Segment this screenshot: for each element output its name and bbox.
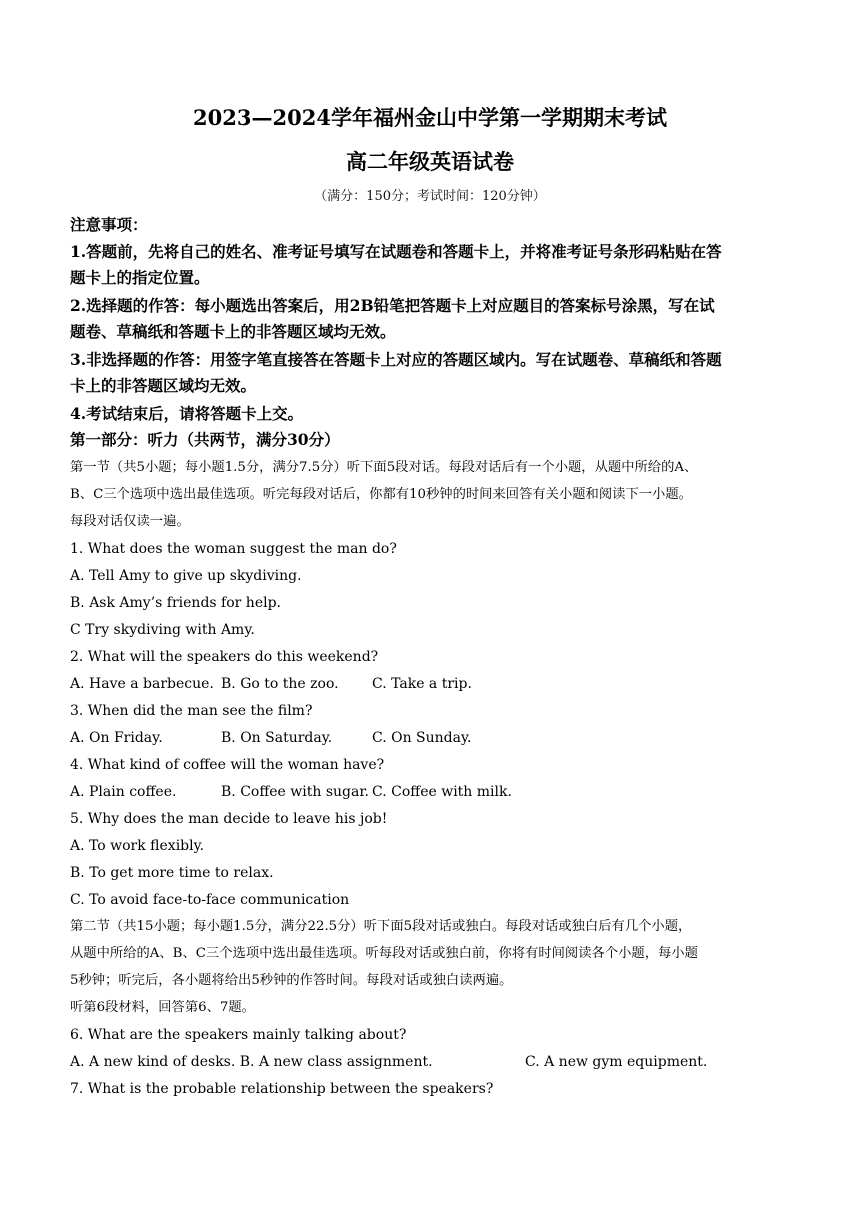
question-4-option-b: B. Coffee with sugar.	[221, 784, 369, 800]
question-2-option-b: B. Go to the zoo.	[221, 676, 339, 692]
section1-instruction: 每段对话仅读一遍。	[70, 514, 190, 529]
question-5-option-b: B. To get more time to relax.	[70, 865, 274, 881]
notice-line: 题卡上的指定位置。	[70, 268, 210, 287]
question-3-option-a: A. On Friday.	[70, 730, 163, 746]
question-3-option-c: C. On Sunday.	[372, 730, 472, 746]
question-4: 4. What kind of coffee will the woman have?	[70, 757, 385, 773]
question-5-option-a: A. To work flexibly.	[70, 838, 205, 854]
notice-line: 3.非选择题的作答：用签字笔直接答在答题卡上对应的答题区域内。写在试题卷、草稿纸和答题	[70, 350, 722, 369]
question-2: 2. What will the speakers do this weekend?	[70, 649, 379, 665]
notice-line: 2.选择题的作答：每小题选出答案后，用2B铅笔把答题卡上对应题目的答案标号涂黑，写在试	[70, 296, 715, 315]
question-4-option-c: C. Coffee with milk.	[372, 784, 512, 800]
question-3: 3. When did the man see the film?	[70, 703, 313, 719]
question-5: 5. Why does the man decide to leave his job!	[70, 811, 388, 827]
section2-instruction: 5秒钟；听完后，各小题将给出5秒钟的作答时间。每段对话或独白读两遍。	[70, 973, 513, 988]
question-6-option-c: C. A new gym equipment.	[525, 1054, 708, 1070]
question-1-option-b: B. Ask Amy’s friends for help.	[70, 595, 281, 611]
question-7: 7. What is the probable relationship between the speakers?	[70, 1081, 494, 1097]
question-3-option-b: B. On Saturday.	[221, 730, 333, 746]
exam-info: （满分：150分；考试时间：120分钟）	[314, 189, 546, 204]
question-2-option-c: C. Take a trip.	[372, 676, 472, 692]
exam-subtitle: 高二年级英语试卷	[346, 149, 514, 174]
notice-line: 1.答题前，先将自己的姓名、准考证号填写在试题卷和答题卡上，并将准考证号条形码粘贴在答	[70, 242, 722, 261]
notice-line: 4.考试结束后，请将答题卡上交。	[70, 404, 304, 423]
question-6-options-ab: A. A new kind of desks. B. A new class assignment.	[70, 1054, 433, 1070]
notice-heading: 注意事项：	[70, 215, 148, 234]
question-5-option-c: C. To avoid face-to-face communication	[70, 892, 350, 908]
exam-title: 2023—2024学年福州金山中学第一学期期末考试	[193, 105, 667, 130]
question-6: 6. What are the speakers mainly talking about?	[70, 1027, 407, 1043]
question-1-option-a: A. Tell Amy to give up skydiving.	[70, 568, 302, 584]
material-6-note: 听第6段材料，回答第6、7题。	[70, 1000, 255, 1015]
section2-instruction: 从题中所给的A、B、C三个选项中选出最佳选项。听每段对话或独白前，你将有时间阅读各个小题，每小题	[70, 946, 698, 961]
question-2-option-a: A. Have a barbecue.	[70, 676, 214, 692]
question-1: 1. What does the woman suggest the man do?	[70, 541, 397, 557]
question-1-option-c: C Try skydiving with Amy.	[70, 622, 255, 638]
notice-line: 题卷、草稿纸和答题卡上的非答题区域均无效。	[70, 322, 396, 341]
notice-line: 卡上的非答题区域均无效。	[70, 376, 257, 395]
section1-instruction: B、C三个选项中选出最佳选项。听完每段对话后，你都有10秒钟的时间来回答有关小题和阅读下一小题。	[70, 487, 692, 502]
section1-instruction: 第一节（共5小题；每小题1.5分，满分7.5分）听下面5段对话。每段对话后有一个小题，从题中所给的A、	[70, 460, 698, 475]
part1-heading: 第一部分：听力（共两节，满分30分）	[70, 430, 340, 449]
section2-instruction: 第二节（共15小题；每小题1.5分，满分22.5分）听下面5段对话或独白。每段对话或独白后有几个小题，	[70, 919, 692, 934]
question-4-option-a: A. Plain coffee.	[70, 784, 177, 800]
